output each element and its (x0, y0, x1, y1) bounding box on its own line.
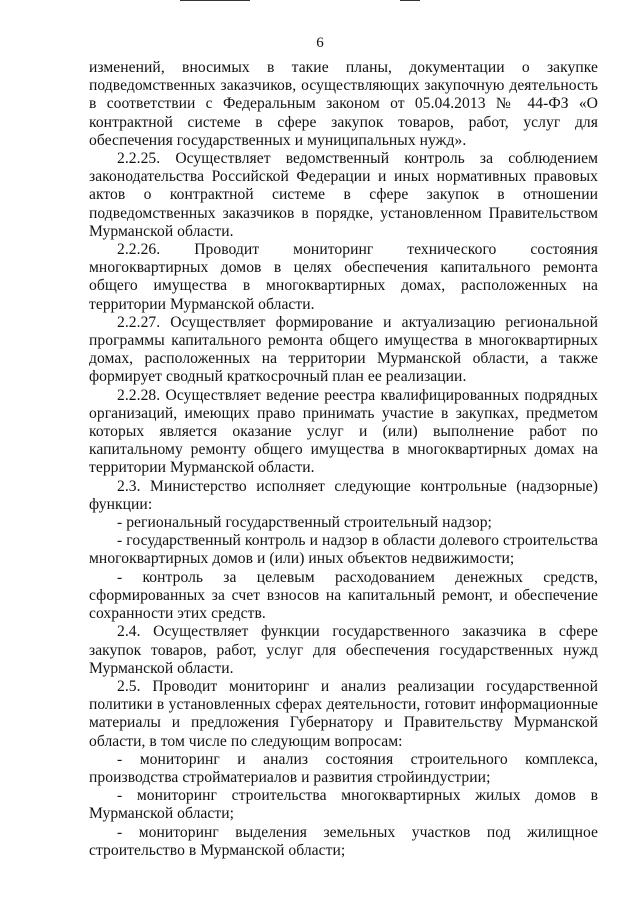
paragraph-2-2-27: 2.2.27. Осуществляет формирование и актуализацию региональной программы капитального ремонта общего имущества в многоквартирных домах, расположенных на территории Мурманской области, а также формирует сводный краткосрочный план ее реализации. (89, 313, 598, 386)
paragraph-2-4: 2.4. Осуществляет функции государственного заказчика в сфере закупок товаров, работ, услуг для обеспечения государственных нужд Мурманской области. (89, 623, 598, 677)
paragraph-2-2-25: 2.2.25. Осуществляет ведомственный контроль за соблюдением законодательства Российской Федерации и иных нормативных правовых актов о контрактной системе в сфере закупок в отношении подведомственных заказчиков в порядке, установленном Правительством Мурманской области. (89, 150, 598, 240)
list-item-repair-funds-control: - контроль за целевым расходованием денежных средств, сформированных за счет взносов на капитальный ремонт, и обеспечение сохранности этих средств. (89, 568, 598, 623)
paragraph-continuation: изменений, вносимых в такие планы, документации о закупке подведомственных заказчиков, осуществляющих закупочную деятельность в соответствии с Федеральным законом от 05.04.2013 № 44-ФЗ «О контрактной системе в сфере закупок товаров, работ, услуг для обеспечения государственных и муниципальных нужд». (89, 59, 598, 149)
list-item-apartment-construction: - мониторинг строительства многоквартирных жилых домов в Мурманской области; (89, 787, 598, 823)
paragraph-2-3: 2.3. Министерство исполняет следующие контрольные (надзорные) функции: (89, 477, 598, 513)
list-item-construction-complex: - мониторинг и анализ состояния строительного комплекса, производства стройматериалов и развития стройиндустрии; (89, 750, 598, 786)
document-body (89, 59, 598, 860)
list-item-land-allocation: - мониторинг выделения земельных участков под жилищное строительство в Мурманской области; (89, 823, 598, 859)
paragraph-2-2-26: 2.2.26. Проводит мониторинг технического состояния многоквартирных домов в целях обеспечения капитального ремонта общего имущества в многоквартирных домах, расположенных на территории Мурманской области. (89, 241, 598, 313)
top-rule-right (400, 0, 420, 1)
top-rule-left (180, 0, 250, 1)
list-item-construction-supervision: - региональный государственный строительный надзор; (117, 514, 492, 532)
page-number: 6 (316, 35, 324, 51)
paragraph-2-5: 2.5. Проводит мониторинг и анализ реализации государственной политики в установленных сферах деятельности, готовит информационные материалы и предложения Губернатору и Правительству Мурманской области, в том числе по следующим вопросам: (89, 677, 598, 750)
list-item-shared-construction-control: - государственный контроль и надзор в области долевого строительства многоквартирных домов и (или) иных объектов недвижимости; (89, 532, 598, 568)
paragraph-2-2-28: 2.2.28. Осуществляет ведение реестра квалифицированных подрядных организаций, имеющих право принимать участие в закупках, предметом которых является оказание услуг и (или) выполнение работ по капитальному ремонту общего имущества в многоквартирных домах на территории Мурманской области. (89, 386, 598, 477)
